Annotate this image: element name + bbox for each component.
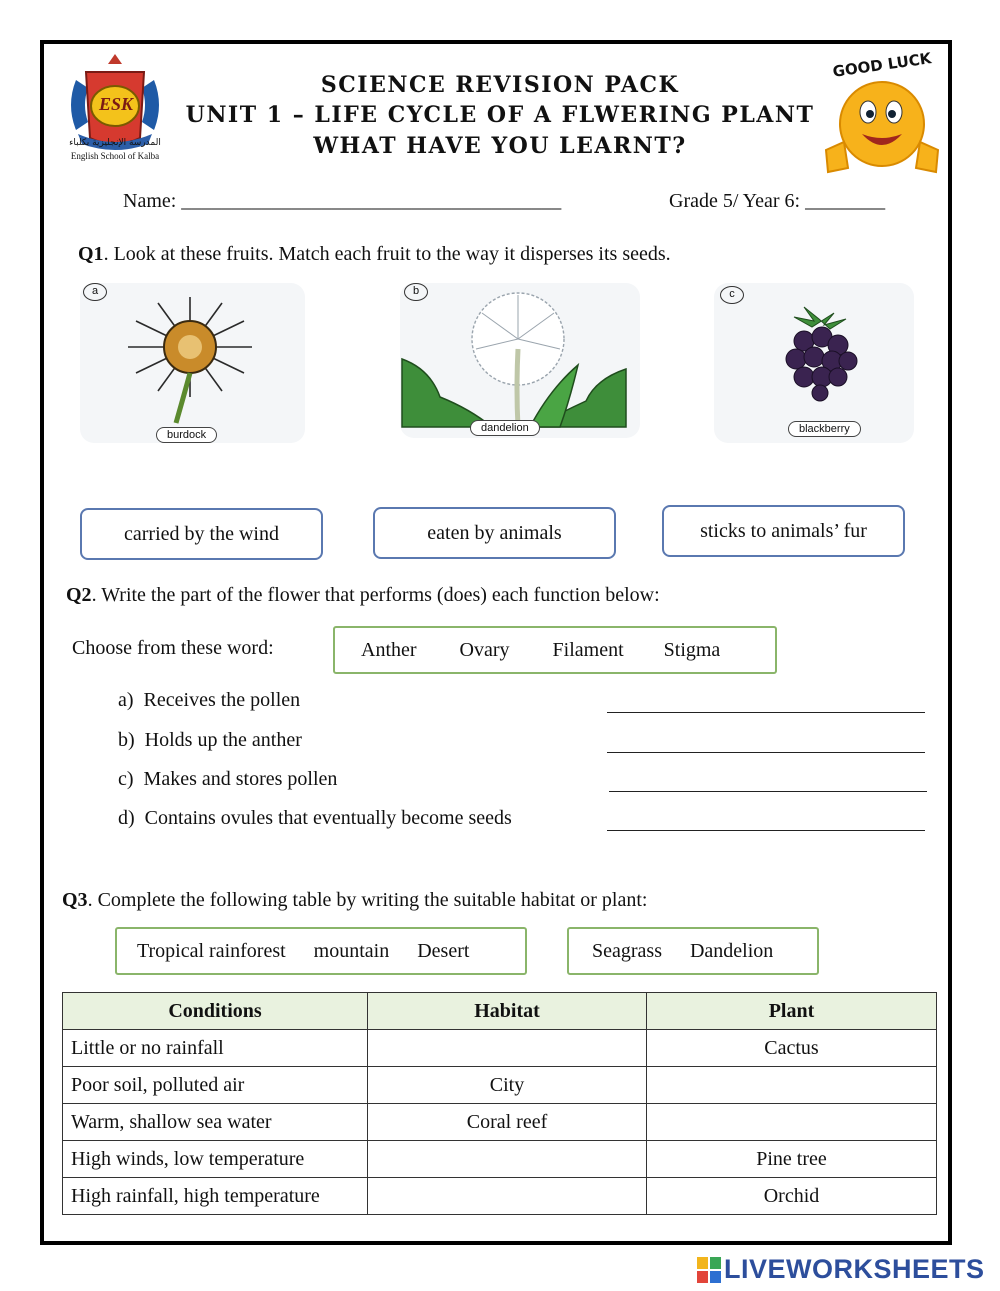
habitat-cell[interactable] bbox=[368, 1030, 647, 1067]
q2-item-b: b) Holds up the anther bbox=[118, 729, 302, 751]
q2-answer-line-d[interactable] bbox=[607, 808, 925, 831]
q3-plant-word-bank bbox=[567, 927, 819, 975]
q3-number: Q3 bbox=[62, 889, 88, 911]
blackberry-icon bbox=[764, 303, 874, 403]
fruit-label-blackberry: blackberry bbox=[788, 421, 861, 437]
habitat-cell: City bbox=[368, 1067, 647, 1104]
table-row bbox=[63, 1178, 937, 1215]
fruit-letter-b: b bbox=[404, 283, 428, 301]
plant-cell: Orchid bbox=[647, 1178, 937, 1215]
liveworksheets-brand: LIVEWORKSHEETS bbox=[724, 1254, 985, 1284]
name-field-label: Name: ______________________________________ bbox=[123, 190, 562, 212]
grade-field-label: Grade 5/ Year 6: ________ bbox=[669, 190, 886, 212]
word-dandelion: Dandelion bbox=[689, 939, 774, 962]
logo-caption-english: English School of Kalba bbox=[70, 151, 160, 161]
q2-text: . Write the part of the flower that performs (does) each function below: bbox=[91, 584, 660, 606]
q2-item-a: a) Receives the pollen bbox=[118, 689, 301, 711]
q3-habitat-word-bank bbox=[115, 927, 527, 975]
plant-cell: Pine tree bbox=[647, 1141, 937, 1178]
option-sticks-to-fur[interactable]: sticks to animals’ fur bbox=[662, 505, 905, 557]
q1-text: . Look at these fruits. Match each fruit to the way it disperses its seeds. bbox=[103, 243, 671, 265]
title-line-3: WHAT HAVE YOU LEARNT? bbox=[313, 133, 687, 159]
q2-answer-line-b[interactable] bbox=[607, 730, 925, 753]
plant-cell[interactable] bbox=[647, 1104, 937, 1141]
q1-number: Q1 bbox=[78, 243, 104, 265]
fruit-card-burdock bbox=[80, 283, 305, 443]
good-luck-badge bbox=[818, 50, 946, 180]
q2-answer-line-a[interactable] bbox=[607, 690, 925, 713]
table-row bbox=[63, 1067, 937, 1104]
condition-cell: High rainfall, high temperature bbox=[63, 1178, 368, 1215]
logo-text: ESK bbox=[98, 94, 134, 114]
header-habitat: Habitat bbox=[368, 993, 647, 1030]
word-desert: Desert bbox=[417, 939, 470, 962]
q3-text: . Complete the following table by writing the suitable habitat or plant: bbox=[87, 889, 648, 911]
word-mountain: mountain bbox=[313, 939, 390, 962]
word-filament: Filament bbox=[552, 638, 624, 661]
condition-cell: Warm, shallow sea water bbox=[63, 1104, 368, 1141]
q2-answer-line-c[interactable] bbox=[609, 769, 927, 792]
q1-prompt bbox=[78, 243, 671, 266]
q2-item-c: c) Makes and stores pollen bbox=[118, 768, 338, 790]
q2-number: Q2 bbox=[66, 584, 92, 606]
q2-choose-label: Choose from these word: bbox=[72, 637, 274, 659]
habitat-cell[interactable] bbox=[368, 1178, 647, 1215]
plant-cell[interactable] bbox=[647, 1067, 937, 1104]
fruit-label-burdock: burdock bbox=[156, 427, 217, 443]
condition-cell: Poor soil, polluted air bbox=[63, 1067, 368, 1104]
fruit-letter-c: c bbox=[720, 286, 744, 304]
fruit-letter-a: a bbox=[83, 283, 107, 301]
word-seagrass: Seagrass bbox=[592, 939, 662, 962]
table-header-row bbox=[63, 993, 937, 1030]
good-luck-text: GOOD LUCK bbox=[831, 49, 933, 81]
fruit-label-dandelion: dandelion bbox=[470, 420, 540, 436]
table-row bbox=[63, 1030, 937, 1067]
burdock-icon bbox=[110, 295, 270, 425]
header-plant: Plant bbox=[647, 993, 937, 1030]
table-row bbox=[63, 1104, 937, 1141]
title-line-2: UNIT 1 – LIFE CYCLE OF A FLWERING PLANT bbox=[185, 102, 815, 128]
liveworksheets-logo-icon bbox=[697, 1257, 721, 1283]
fruit-card-dandelion bbox=[400, 283, 640, 438]
word-stigma: Stigma bbox=[663, 638, 721, 661]
plant-cell: Cactus bbox=[647, 1030, 937, 1067]
condition-cell: High winds, low temperature bbox=[63, 1141, 368, 1178]
title-line-1: SCIENCE REVISION PACK bbox=[320, 72, 680, 98]
logo-caption-arabic: المدرسة الإنجليزية بكلباء bbox=[69, 138, 161, 148]
habitat-cell: Coral reef bbox=[368, 1104, 647, 1141]
q2-prompt bbox=[66, 584, 660, 607]
habitat-table bbox=[62, 992, 937, 1215]
option-eaten-by-animals[interactable]: eaten by animals bbox=[373, 507, 616, 559]
fruit-card-blackberry bbox=[714, 283, 914, 443]
habitat-cell[interactable] bbox=[368, 1141, 647, 1178]
smiley-thumbs-up-icon bbox=[818, 72, 946, 180]
condition-cell: Little or no rainfall bbox=[63, 1030, 368, 1067]
q2-word-bank bbox=[333, 626, 777, 674]
word-anther: Anther bbox=[361, 638, 417, 661]
word-tropical-rainforest: Tropical rainforest bbox=[137, 939, 286, 962]
option-carried-by-wind[interactable]: carried by the wind bbox=[80, 508, 323, 560]
header-conditions: Conditions bbox=[63, 993, 368, 1030]
table-row bbox=[63, 1141, 937, 1178]
q2-item-d: d) Contains ovules that eventually become seeds bbox=[118, 807, 512, 829]
word-ovary: Ovary bbox=[459, 638, 510, 661]
q3-prompt bbox=[62, 889, 647, 912]
dandelion-icon bbox=[400, 289, 640, 429]
